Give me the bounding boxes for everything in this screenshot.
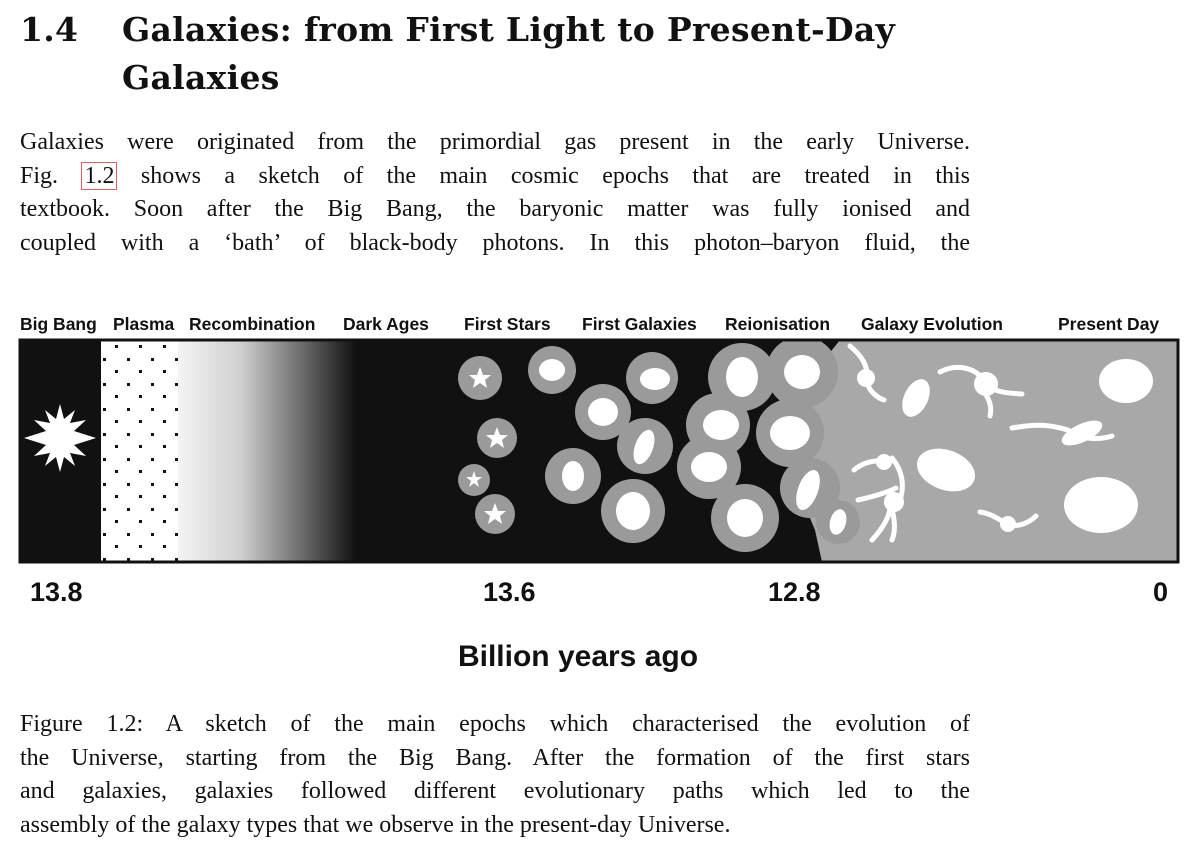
cosmic-epochs-diagram xyxy=(0,300,1200,680)
caption-line-2: the Universe, starting from the Big Bang. After the formation of the first stars xyxy=(20,744,970,771)
caption-line-3: and galaxies, galaxies followed different evolutionary paths which led to the xyxy=(20,778,970,804)
section-number: 1.4 xyxy=(20,10,79,49)
figure-caption xyxy=(20,708,970,842)
time-axis-label: Billion years ago xyxy=(457,640,699,673)
recombination-gradient xyxy=(178,340,356,562)
body-line-1: Galaxies were originated from the primordial gas present in the early Universe. xyxy=(20,129,970,155)
epoch-label-big-bang: Big Bang xyxy=(20,314,97,334)
epoch-label-first-stars: First Stars xyxy=(464,314,551,334)
epoch-label-first-galaxies: First Galaxies xyxy=(582,314,697,334)
epoch-label-present-day: Present Day xyxy=(1058,314,1160,334)
caption-line-4: assembly of the galaxy types that we observe in the present-day Universe. xyxy=(20,811,731,838)
epoch-label-recombination: Recombination xyxy=(189,314,316,334)
caption-line-1: Figure 1.2: A sketch of the main epochs which characterised the evolution of xyxy=(20,711,970,737)
epoch-label-galaxy-evolution: Galaxy Evolution xyxy=(861,314,1003,334)
section-title-line-2: Galaxies xyxy=(122,58,280,97)
body-line-2-rest: shows a sketch of the main cosmic epochs that are treated in this xyxy=(140,162,971,189)
tick-13-8: 13.8 xyxy=(30,577,83,607)
epoch-label-reionisation: Reionisation xyxy=(725,314,831,334)
body-line-4: coupled with a ‘bath’ of black-body photons. In this photon–baryon fluid, the xyxy=(20,229,970,256)
section-title-line-1: Galaxies: from First Light to Present-Day xyxy=(122,10,896,49)
tick-12-8: 12.8 xyxy=(768,577,821,607)
body-line-3: textbook. Soon after the Big Bang, the baryonic matter was fully ionised and xyxy=(20,196,970,222)
cosmic-epochs-figure xyxy=(0,300,1200,680)
body-line-2 xyxy=(20,160,970,194)
fig-prefix: Fig. xyxy=(20,162,59,189)
tick-0: 0 xyxy=(1153,577,1169,607)
tick-13-6: 13.6 xyxy=(483,577,536,607)
figure-reference-link[interactable]: 1.2 xyxy=(81,162,117,190)
section-title xyxy=(122,6,972,102)
body-paragraph xyxy=(20,126,970,260)
epoch-label-plasma: Plasma xyxy=(113,314,175,334)
epoch-label-dark-ages: Dark Ages xyxy=(343,314,429,334)
